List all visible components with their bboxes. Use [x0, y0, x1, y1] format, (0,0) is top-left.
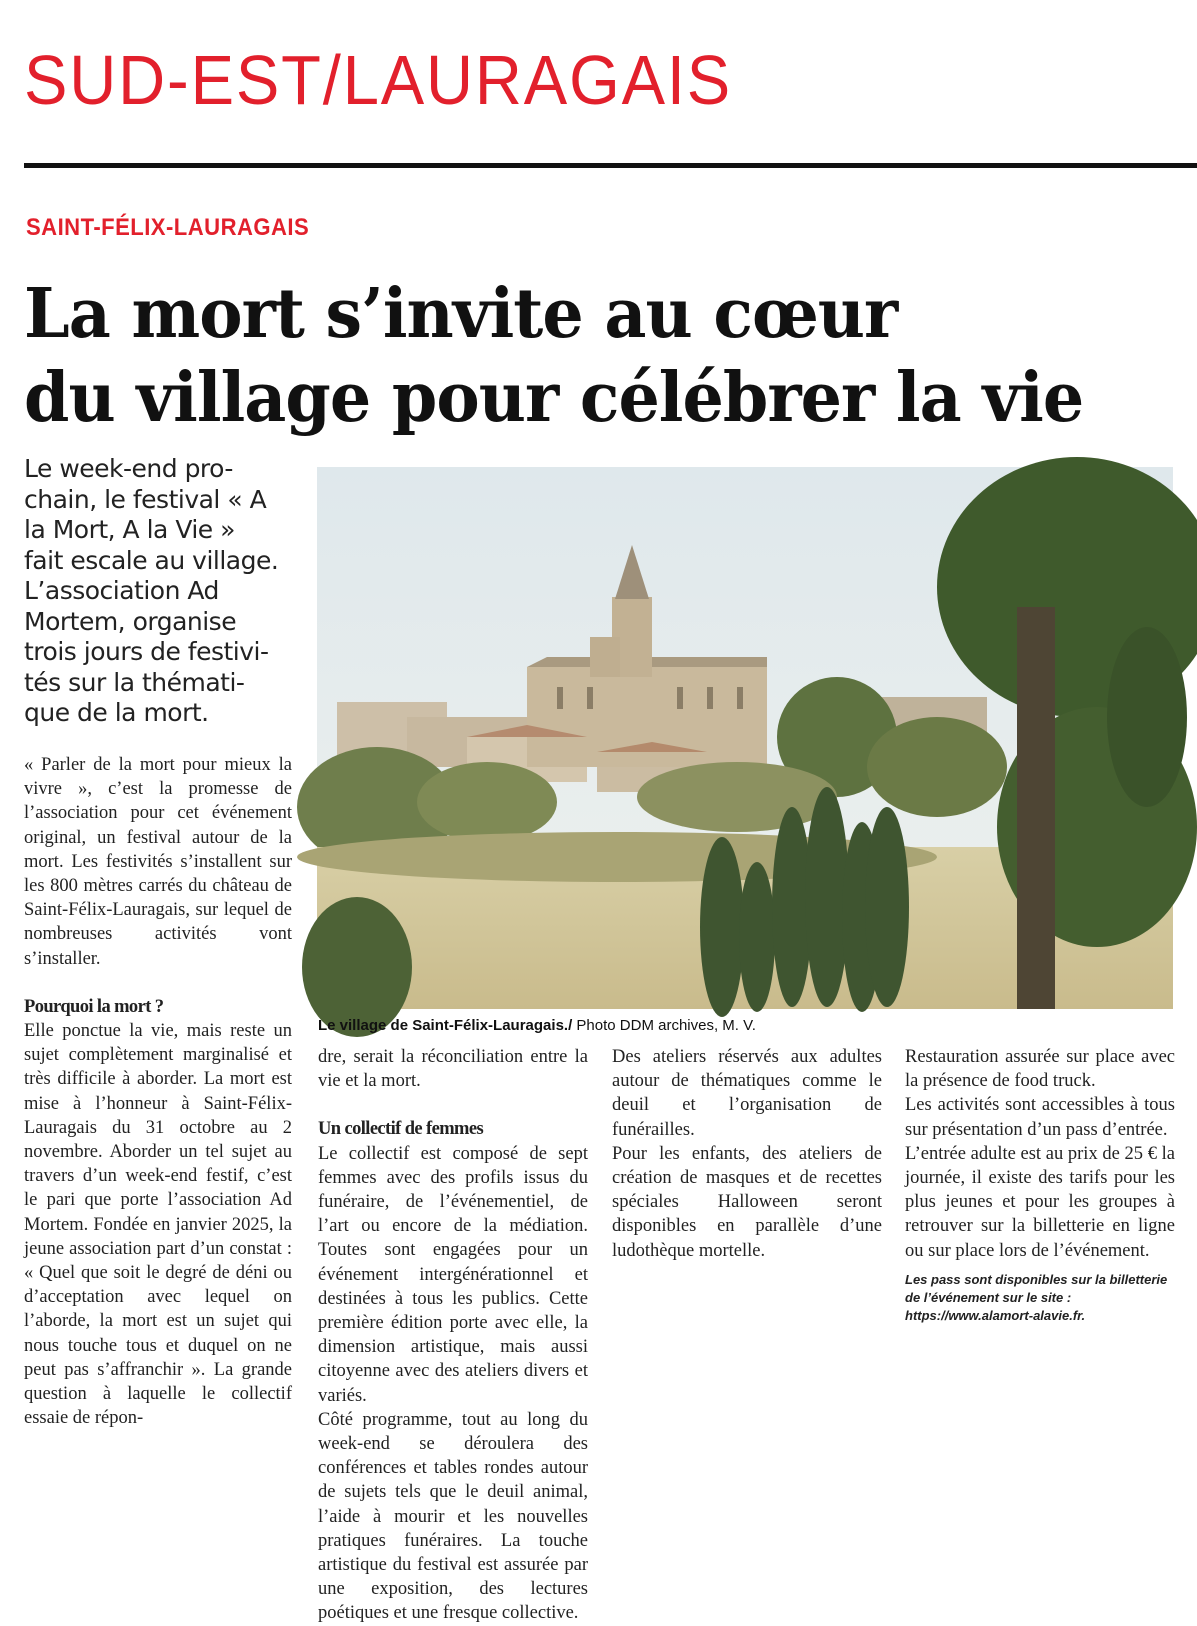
footnote-link[interactable]: https://www.alamort-alavie.fr. [905, 1307, 1086, 1323]
section-title: SUD-EST/LAURAGAIS [24, 41, 733, 119]
headline-line-2: du village pour célébrer la vie [24, 358, 1084, 438]
body-column-3 [612, 1045, 882, 1263]
photo-credit: Photo DDM archives, M. V. [572, 1017, 756, 1034]
header-rule [24, 163, 1197, 168]
lead-line: L’association Ad [24, 576, 219, 605]
body-paragraph: Pour les enfants, des ateliers de création de masques et de recettes spéciales Halloween seront disponibles en parallèle d’une ludothèque mortelle. [612, 1143, 882, 1261]
body-column-2 [318, 1045, 588, 1624]
article-headline [24, 272, 1083, 440]
footnote-text: Les pass sont disponibles sur la billetterie de l’événement sur le site : [905, 1271, 1168, 1305]
lead-line: Le week-end pro- [24, 454, 233, 483]
body-column-1 [24, 753, 292, 1430]
body-paragraph: Les activités sont accessibles à tous sur présentation d’un pass d’entrée. [905, 1095, 1175, 1140]
subheading: Pourquoi la mort ? [24, 996, 164, 1017]
caption-text: Le village de Saint-Félix-Lauragais./ [318, 1017, 573, 1034]
lead-line: que de la mort. [24, 698, 209, 727]
lead-line: la Mort, A la Vie » [24, 515, 235, 544]
headline-line-1: La mort s’invite au cœur [24, 274, 898, 354]
body-paragraph: L’entrée adulte est au prix de 25 € la journée, il existe des tarifs pour les plus jeunes et pour les groupes à retrouver sur la billetterie en ligne ou sur place lors de l’événement. [905, 1143, 1175, 1261]
body-paragraph: dre, serait la réconciliation entre la vie et la mort. [318, 1047, 588, 1092]
footnote [905, 1271, 1175, 1325]
body-column-4 [905, 1045, 1175, 1325]
article-kicker: SAINT-FÉLIX-LAURAGAIS [26, 214, 310, 241]
lead-line: fait escale au village. [24, 545, 279, 575]
lead-line: trois jours de festivi- [24, 637, 269, 666]
body-paragraph: Côté programme, tout au long du week-end se déroulera des conférences et tables rondes autour de sujets tels que le deuil animal, l’aide à mourir et les nouvelles pratiques funéraires. La touche artistique du festival est assurée par une exposition, des lectures poétiques et une fresque collective. [318, 1409, 588, 1624]
article-lead [24, 454, 294, 729]
photo-caption [318, 1017, 756, 1034]
body-paragraph: Des ateliers réservés aux adultes autour de thématiques comme le deuil et l’organisation de funérailles. [612, 1047, 882, 1140]
body-paragraph: « Parler de la mort pour mieux la vivre », c’est la promesse de l’association pour cet événement original, un festival autour de la mort. Les festivités s’installent sur les 800 mètres carrés du château de Saint-Félix-Lauragais, sur lequel de nombreuses activités vont s’installer. [24, 755, 292, 969]
village-photo [317, 467, 1173, 1009]
body-paragraph: Elle ponctue la vie, mais reste un sujet complètement marginalisé et très difficile à aborder. La mort est mise à l’honneur à Saint-Félix-Lauragais du 31 octobre au 2 novembre. Aborder un tel sujet au travers d’un week-end festif, c’est le pari que porte l’association Ad Mortem. Fondée en janvier 2025, la jeune association part d’un constat : « Quel que soit le degré de déni ou d’acceptation avec lequel on l’aborde, la mort est un sujet qui nous touche tous et duquel on ne peut pas s’affranchir ». La grande question à laquelle le collectif essaie de répon- [24, 1021, 292, 1429]
lead-line: chain, le festival « A [24, 484, 267, 514]
body-paragraph: Le collectif est composé de sept femmes avec des profils issus du funéraire, de l’événementiel, de l’art ou encore de la médiation. Toutes sont engagées pour un événement intergénérationnel et destinées à tous les publics. Cette première édition porte avec elle, la dimension artistique, mais aussi citoyenne avec des ateliers divers et variés. [318, 1143, 588, 1406]
lead-line: tés sur la thémati- [24, 667, 245, 697]
lead-line: Mortem, organise [24, 606, 237, 636]
subheading: Un collectif de femmes [318, 1119, 484, 1140]
body-paragraph: Restauration assurée sur place avec la présence de food truck. [905, 1047, 1175, 1092]
